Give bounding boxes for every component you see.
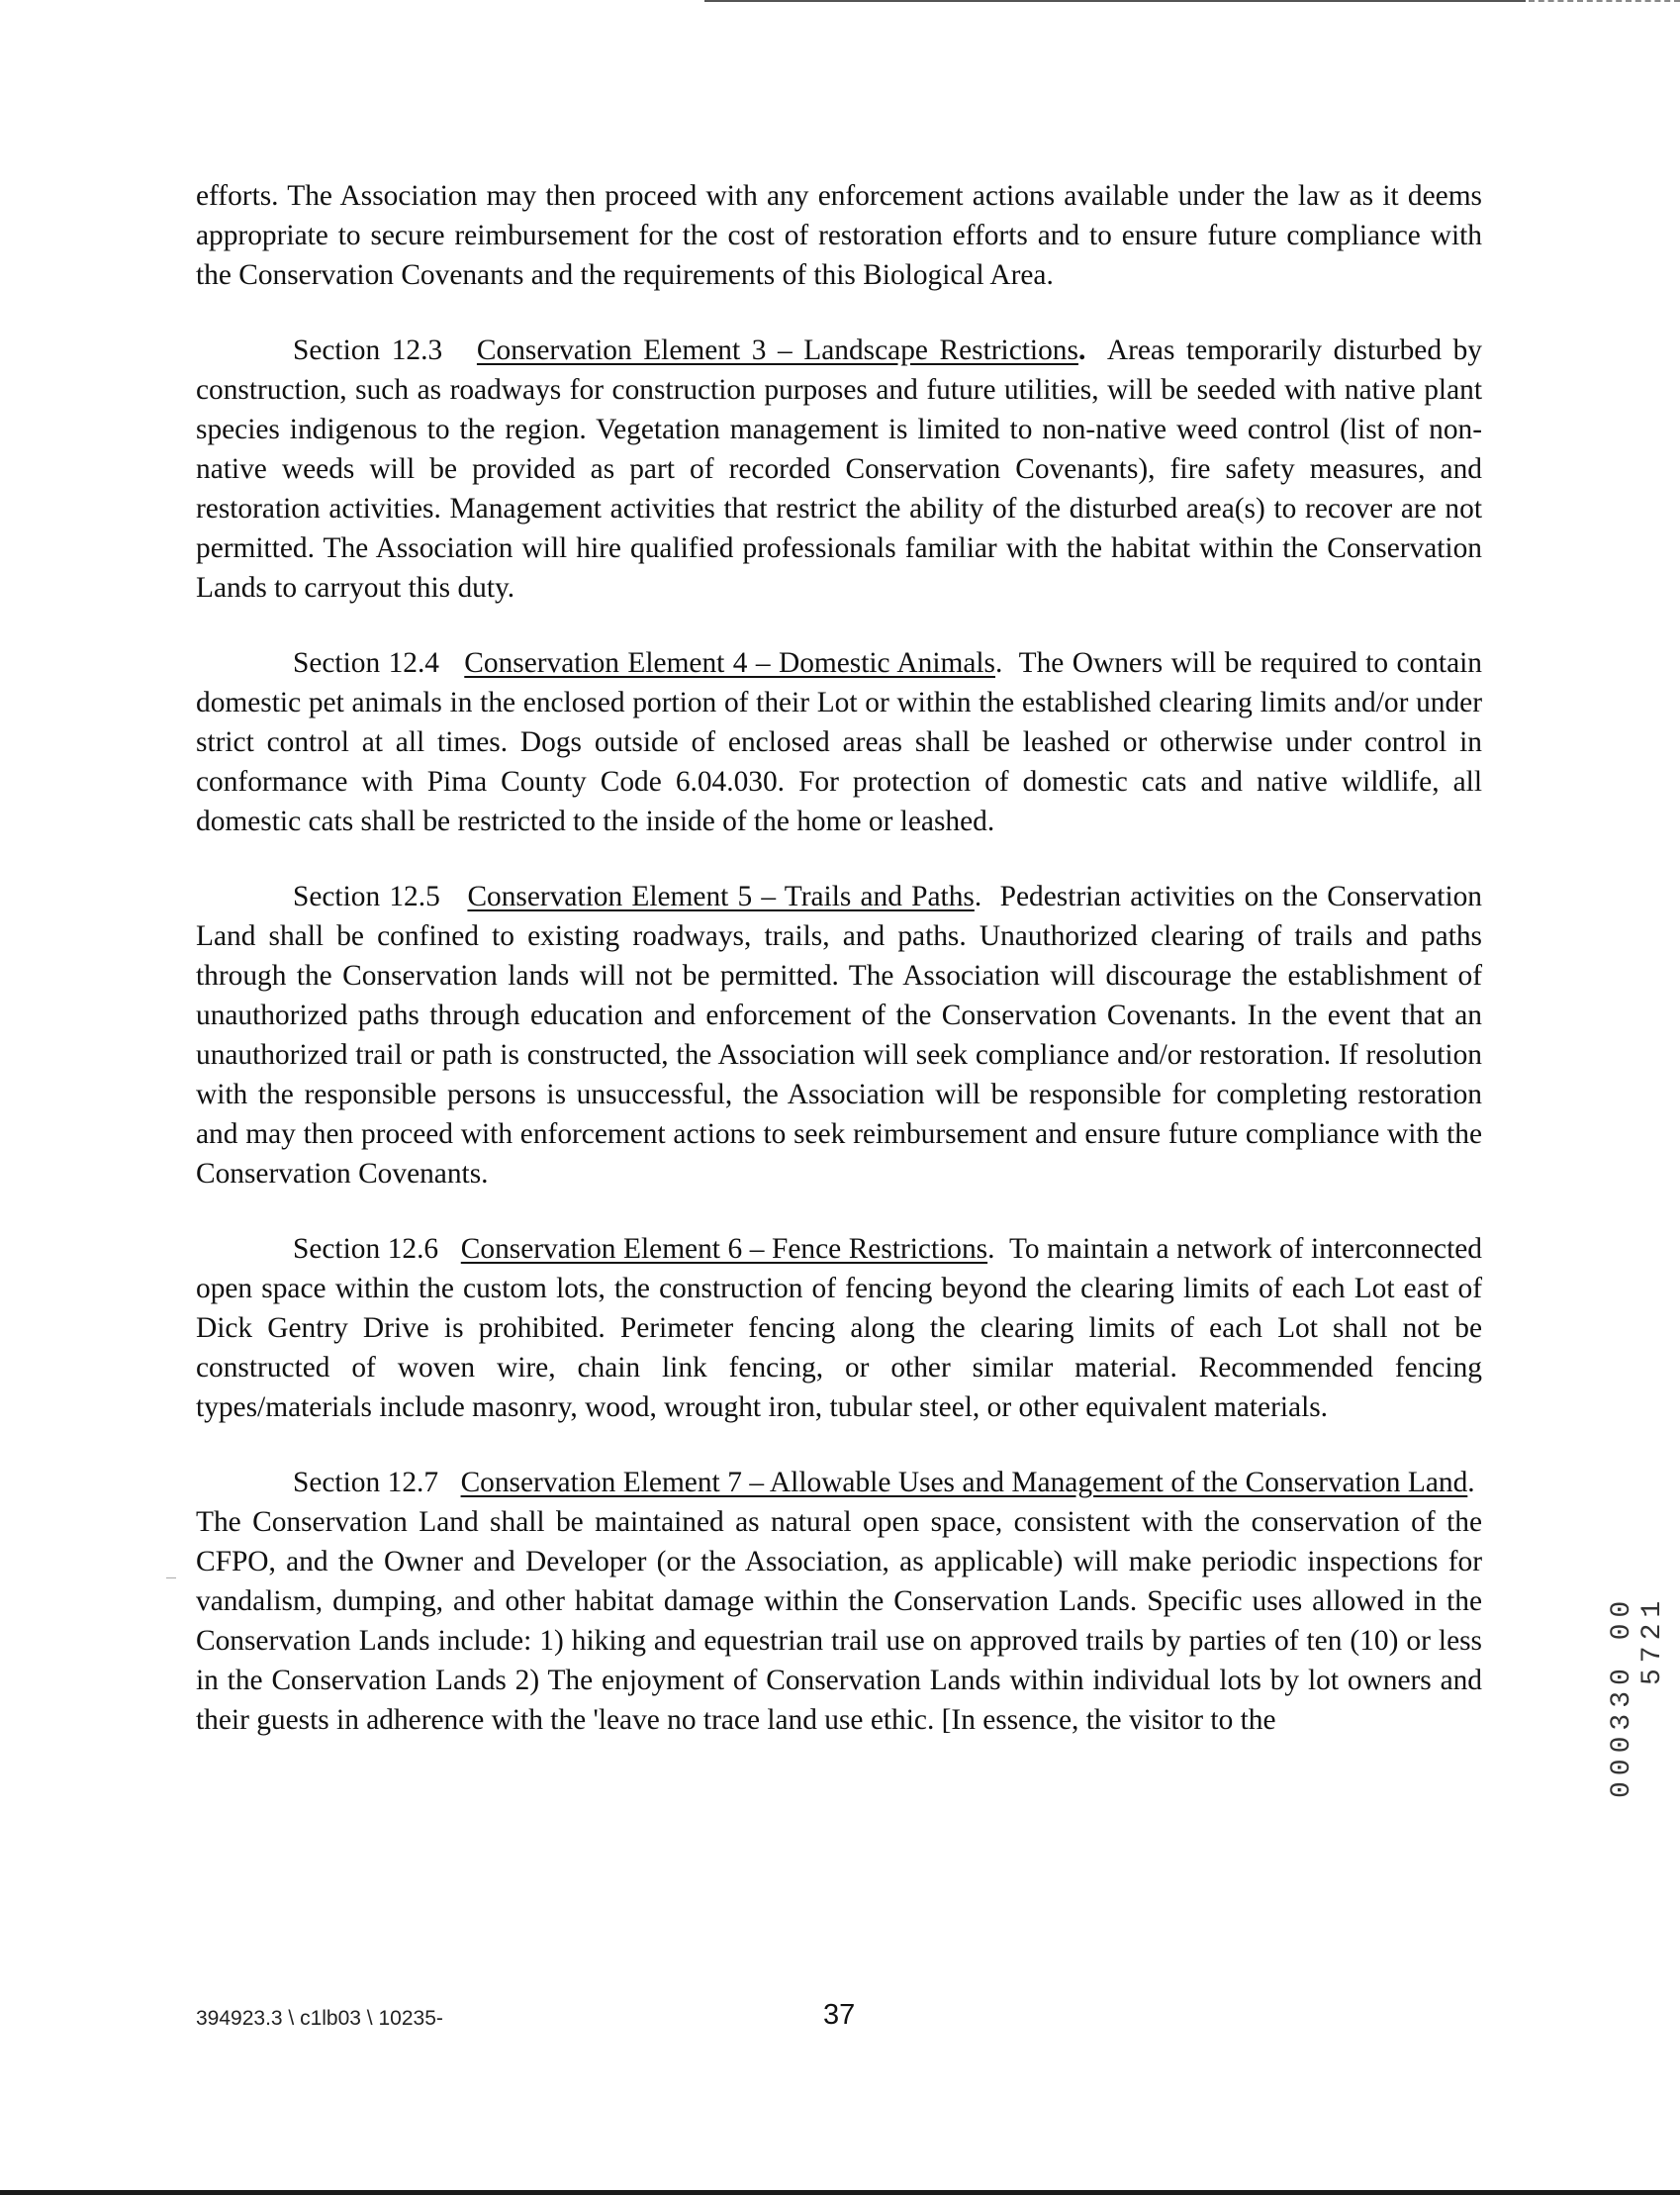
section-12-4 bbox=[196, 643, 1482, 841]
section-text: Areas temporarily disturbed by construction, such as roadways for construction purposes and future utilities, will be seeded with native plant species indigenous to the region. Vegetation management is limited to non-native weed control (list of non-native weeds will be provided as part of recorded Conservation Covenants), fire safety measures, and restoration activities. Management activities that restrict the ability of the disturbed area(s) to recover are not permitted. The Association will hire qualified professionals familiar with the habitat within the Conservation Lands to carryout this duty. bbox=[196, 334, 1483, 604]
section-label: Section 12.3 bbox=[293, 334, 443, 366]
section-heading: Conservation Element 5 – Trails and Paths bbox=[467, 881, 975, 912]
paragraph-intro: efforts. The Association may then proceed with any enforcement actions available under the law as it deems appropriate to secure reimbursement for the cost of restoration efforts and to ensure future compliance with the Conservation Covenants and the requirements of this Biological Area. bbox=[196, 180, 1482, 291]
section-text: To maintain a network of interconnected open space within the custom lots, the construction of fencing beyond the clearing limits of each Lot east of Dick Gentry Drive is prohibited. Perimeter fencing along the clearing limits of each Lot shall not be constructed of woven wire, chain link fencing, or other similar material. Recommended fencing types/materials include masonry, wood, wrought iron, tubular steel, or other equivalent materials. bbox=[196, 1233, 1482, 1423]
section-heading: Conservation Element 4 – Domestic Animals bbox=[464, 647, 995, 679]
footer-document-reference: 394923.3 \ c1lb03 \ 10235- bbox=[196, 2007, 443, 2030]
section-label: Section 12.6 bbox=[293, 1233, 439, 1265]
section-label: Section 12.7 bbox=[293, 1467, 439, 1498]
margin-tick bbox=[166, 1577, 176, 1578]
section-text: The Conservation Land shall be maintained as natural open space, consistent with the conservation of the CFPO, and the Owner and Developer (or the Association, as applicable) will make periodic inspections for vandalism, dumping, and other habitat damage within the Conservation Lands. Specific uses allowed in the Conservation Lands include: 1) hiking and equestrian trail use on approved trails by parties of ten (10) or less in the Conservation Lands 2) The enjoyment of Conservation Lands within individual lots by lot owners and their guests in adherence with the 'leave no trace land use ethic. [In essence, the visitor to the bbox=[196, 1506, 1482, 1736]
document-body bbox=[196, 176, 1482, 1775]
section-label: Section 12.4 bbox=[293, 647, 440, 679]
bottom-border-bar bbox=[0, 2190, 1680, 2195]
section-label: Section 12.5 bbox=[293, 881, 440, 912]
top-border-line bbox=[704, 0, 1526, 2]
section-12-5 bbox=[196, 877, 1482, 1193]
heading-period: . bbox=[995, 647, 1003, 679]
section-12-3 bbox=[196, 331, 1482, 608]
heading-period: . bbox=[987, 1233, 995, 1265]
section-12-7 bbox=[196, 1463, 1482, 1740]
page-number: 37 bbox=[823, 1999, 856, 2031]
top-border-line-faded bbox=[1529, 0, 1680, 2]
heading-period: . bbox=[1077, 334, 1086, 366]
section-heading: Conservation Element 6 – Fence Restrictions bbox=[460, 1233, 988, 1265]
section-12-6 bbox=[196, 1229, 1482, 1427]
heading-period: . bbox=[1467, 1467, 1475, 1498]
heading-period: . bbox=[974, 881, 982, 912]
section-heading: Conservation Element 3 – Landscape Restrictions bbox=[476, 334, 1078, 366]
section-heading: Conservation Element 7 – Allowable Uses and Management of the Conservation Land bbox=[460, 1467, 1468, 1498]
margin-docket-stamp: 000330 00 5721 bbox=[1607, 1595, 1668, 1799]
section-text: The Owners will be required to contain domestic pet animals in the enclosed portion of their Lot or within the established clearing limits and/or under strict control at all times. Dogs outside of enclosed areas shall be leashed or otherwise under control in conformance with Pima County Code 6.04.030. For protection of domestic cats and native wildlife, all domestic cats shall be restricted to the inside of the home or leashed. bbox=[196, 647, 1482, 837]
section-text: Pedestrian activities on the Conservation Land shall be confined to existing roadways, trails, and paths. Unauthorized clearing of trails and paths through the Conservation lands will not be permitted. The Association will discourage the establishment of unauthorized paths through education and enforcement of the Conservation Covenants. In the event that an unauthorized trail or path is constructed, the Association will seek compliance and/or restoration. If resolution with the responsible persons is unsuccessful, the Association will be responsible for completing restoration and may then proceed with enforcement actions to seek reimbursement and ensure future compliance with the Conservation Covenants. bbox=[196, 881, 1482, 1190]
